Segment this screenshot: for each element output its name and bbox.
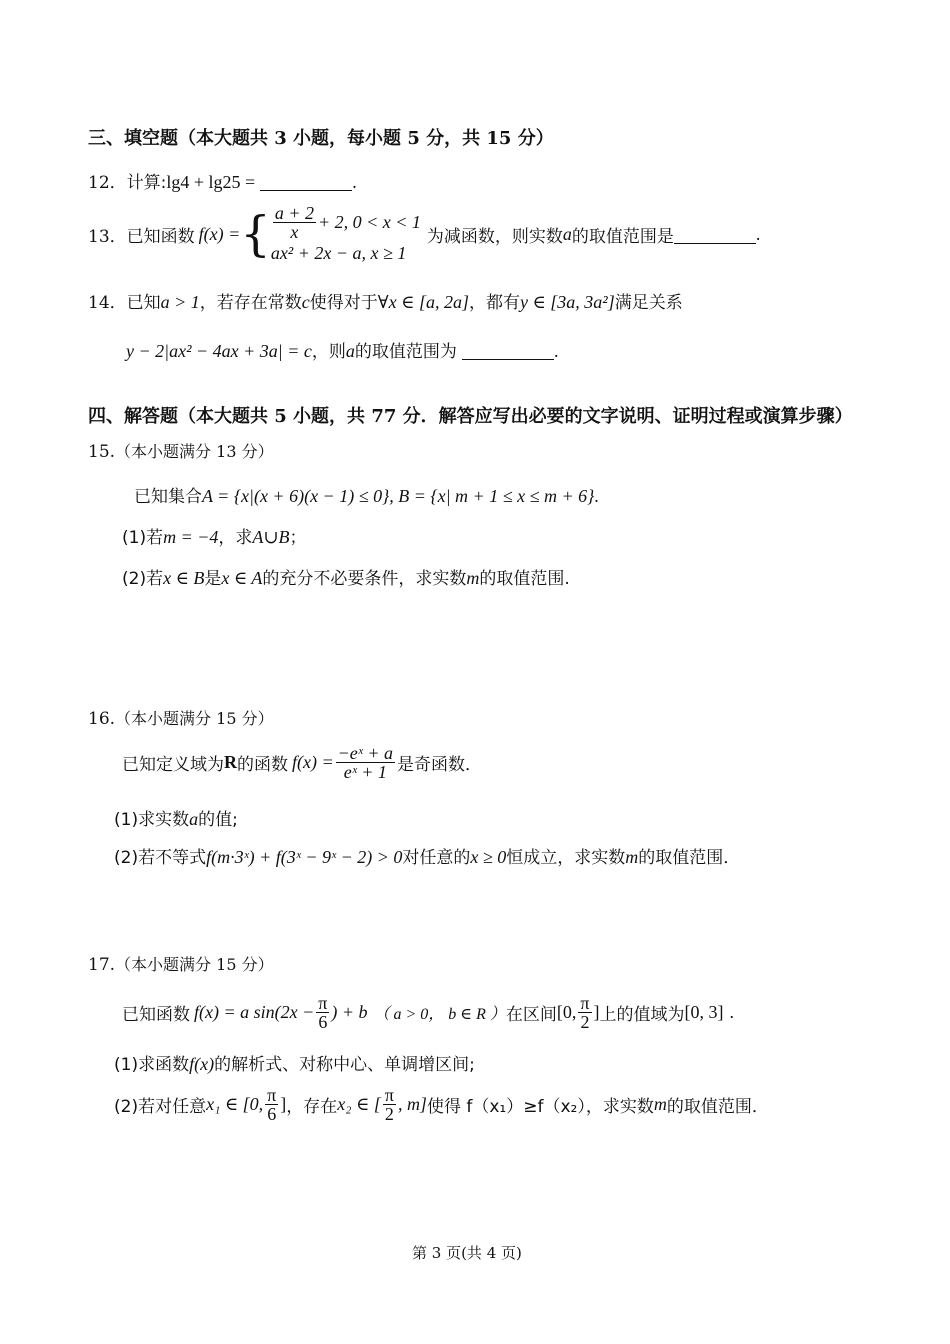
q17-condition: （ a > 0， b ∈ R ）: [373, 1006, 506, 1023]
q12-answer-blank[interactable]: [260, 172, 352, 191]
q17-p2-text-c: 使得 f（x₁）≥f（x₂），求实数: [426, 1097, 654, 1117]
q16-p1-var: a: [189, 809, 199, 829]
q17-p1-text-a: (1)求函数: [114, 1055, 190, 1075]
section4-heading: 四、解答题（本大题共 5 小题，共 77 分．解答应写出必要的文字说明、证明过程或演算步骤）: [88, 406, 853, 427]
q16-numerator: −eˣ + a: [337, 743, 393, 763]
q17-lhs: f(x) = a sin(2x −: [194, 1002, 315, 1022]
q15-p2-text-b: 是: [204, 569, 222, 589]
q15-p2-text-a: (2)若: [122, 569, 164, 589]
q17-interval-start: [0,: [556, 1002, 577, 1022]
left-brace-icon: {: [240, 206, 271, 262]
q16-score: （本小题满分 15 分）: [115, 709, 274, 728]
q13-lhs: f(x) =: [198, 223, 241, 244]
q13-period: .: [755, 223, 761, 244]
q14-period: .: [553, 341, 559, 361]
q17-p2-text-b: ，存在: [286, 1097, 338, 1117]
q17-p2-pi: π: [267, 1085, 277, 1105]
q13-case1-fraction: [273, 204, 316, 241]
q16-p2-text-a: (2)若不等式: [114, 848, 207, 868]
question-14-line1: [88, 288, 683, 313]
q15-p1-text-a: (1)若: [122, 528, 164, 548]
q13-case1-numerator: a + 2: [274, 203, 314, 223]
q14-answer-blank[interactable]: [462, 341, 554, 360]
q14-forall: ∀x ∈ [a, 2a]: [377, 292, 469, 312]
q16-p1-text-a: (1)求实数: [114, 810, 190, 830]
q17-p2-x2-range-end: , m]: [397, 1094, 427, 1114]
q17-p1-text-b: 的解析式、对称中心、单调增区间;: [214, 1055, 475, 1075]
q17-stem: [122, 994, 734, 1031]
q12-text: 计算:: [126, 173, 167, 193]
q14-yrange: y ∈ [3a, 3a²]: [519, 292, 615, 312]
q17-p2-var: m: [653, 1094, 667, 1114]
q17-range: [0, 3]: [684, 1002, 724, 1022]
q16-stem: [122, 744, 482, 781]
q12-number: 12．: [88, 173, 127, 193]
q14-text-g: 的取值范围为: [354, 342, 457, 362]
q17-interval-end: ]: [593, 1002, 600, 1022]
q14-var: a: [345, 341, 355, 361]
q17-part2: [114, 1086, 769, 1123]
q17-p2-x1-range-start: x₁ ∈ [0,: [206, 1094, 264, 1114]
q13-text: 已知函数: [126, 226, 195, 247]
q16-p2-cond: x ≥ 0: [470, 847, 507, 867]
q17-number: 17.: [88, 955, 116, 975]
q16-p2-text-c: 恒成立，求实数: [506, 848, 626, 868]
question-16-header: [88, 706, 274, 729]
q15-p2-text-c: 的充分不必要条件，求实数: [262, 569, 467, 589]
q17-p2-text-a: (2)若对任意: [114, 1097, 207, 1117]
section3-heading: 三、填空题（本大题共 3 小题，每小题 5 分，共 15 分）: [88, 128, 554, 149]
q13-var: a: [562, 223, 572, 244]
q14-text-c: 使得对于: [309, 293, 378, 313]
question-13: [88, 204, 760, 264]
q15-part1: [122, 523, 306, 548]
q14-text-e: 满足关系: [614, 293, 683, 313]
q16-p2-expr: f(m·3ˣ) + f(3ˣ − 9ˣ − 2) > 0: [206, 847, 403, 867]
q17-p2-pi-over-2: [383, 1086, 396, 1123]
q14-relation: y − 2|ax² − 4ax + 3a| = c: [126, 341, 312, 361]
q17-part1: [114, 1050, 475, 1075]
q14-number: 14．: [88, 293, 127, 313]
q15-p1-text-c: ；: [289, 528, 307, 548]
q15-stem-expression: A = {x|(x + 6)(x − 1) ≤ 0}, B = {x| m + 1 ≤ x ≤ m + 6}: [202, 486, 595, 506]
q14-text-b: ，若存在常数: [199, 293, 302, 313]
q15-stem-period: .: [594, 486, 599, 506]
q15-p2-expr1: x ∈ B: [163, 568, 205, 588]
q17-pi-over-2: [578, 994, 591, 1031]
q13-answer-blank[interactable]: [674, 225, 756, 244]
question-15-header: [88, 439, 274, 462]
q15-score: （本小题满分 13 分）: [115, 442, 274, 461]
q16-p1-text-b: 的值;: [198, 810, 238, 830]
q15-number: 15.: [88, 442, 116, 462]
question-14-line2: [126, 337, 558, 362]
page-footer: 第 3 页(共 4 页): [412, 1244, 522, 1262]
q15-p1-text-b: ，求: [218, 528, 253, 548]
q16-fraction: [336, 744, 395, 781]
q16-real-set: R: [224, 752, 237, 772]
q17-score: （本小题满分 15 分）: [115, 955, 274, 974]
q16-p2-text-d: 的取值范围．: [638, 848, 741, 868]
q15-stem-text: 已知集合: [134, 487, 202, 507]
question-17-header: [88, 952, 274, 975]
q12-period: .: [352, 172, 357, 192]
q13-number: 13．: [88, 226, 127, 247]
q13-tail: 为减函数，则实数: [426, 226, 563, 247]
q16-stem-text-c: 是奇函数．: [397, 755, 482, 775]
q14-text-f: ，则: [311, 342, 346, 362]
q13-piecewise: [271, 204, 421, 264]
q17-p2-pi-over-6: [265, 1086, 278, 1123]
q14-text-d: ，都有: [468, 293, 520, 313]
q16-part1: [114, 805, 238, 830]
q17-p2-six: 6: [267, 1104, 277, 1124]
q17-p2-pi-b: π: [384, 1085, 394, 1105]
q15-part2: [122, 564, 570, 589]
q17-stem-text-b: 在区间: [505, 1005, 557, 1025]
q15-p2-var: m: [466, 568, 480, 588]
q17-p2-text-d: 的取值范围．: [666, 1097, 769, 1117]
q16-p2-var: m: [625, 847, 639, 867]
q17-pi-over-6: [316, 994, 329, 1031]
question-12: [88, 168, 357, 193]
q17-p1-expr: f(x): [189, 1054, 215, 1074]
q14-condition: a > 1: [160, 292, 200, 312]
q16-p2-text-b: 对任意的: [402, 848, 471, 868]
q14-const: c: [301, 292, 310, 312]
q17-pi-2: π: [580, 993, 590, 1013]
q13-case1-condition: + 2, 0 < x < 1: [317, 212, 421, 232]
q17-two: 2: [580, 1012, 590, 1032]
q17-six: 6: [318, 1012, 328, 1032]
q16-denominator: eˣ + 1: [343, 762, 387, 782]
q17-p2-two: 2: [384, 1104, 394, 1124]
q15-p1-expr2: A∪B: [252, 527, 290, 547]
q17-stem-text-a: 已知函数: [122, 1005, 190, 1025]
q16-stem-text-a: 已知定义域为: [122, 755, 224, 775]
q15-p2-text-d: 的取值范围.: [479, 569, 570, 589]
q14-text-a: 已知: [126, 293, 161, 313]
q13-tail2: 的取值范围是: [571, 226, 674, 247]
q16-stem-text-b: 的函数: [237, 755, 288, 775]
q17-stem-period: .: [729, 1002, 735, 1022]
q17-rhs: ) + b: [331, 1002, 368, 1022]
q16-part2: [114, 843, 740, 868]
q17-stem-text-c: 上的值域为: [599, 1005, 685, 1025]
q16-lhs: f(x) =: [292, 752, 334, 772]
q17-p2-x2-range-start: x₂ ∈ [: [337, 1094, 381, 1114]
q17-p2-x1-range-end: ]: [280, 1094, 287, 1114]
q17-pi: π: [318, 993, 328, 1013]
q15-p1-expr: m = −4: [163, 527, 219, 547]
q13-case2: ax² + 2x − a, x ≥ 1: [270, 243, 407, 263]
q15-stem: [134, 482, 599, 507]
q15-p2-expr2: x ∈ A: [221, 568, 263, 588]
q12-expression: lg4 + lg25 =: [166, 172, 256, 192]
q13-case1-denominator: x: [290, 222, 299, 242]
q16-number: 16.: [88, 709, 116, 729]
